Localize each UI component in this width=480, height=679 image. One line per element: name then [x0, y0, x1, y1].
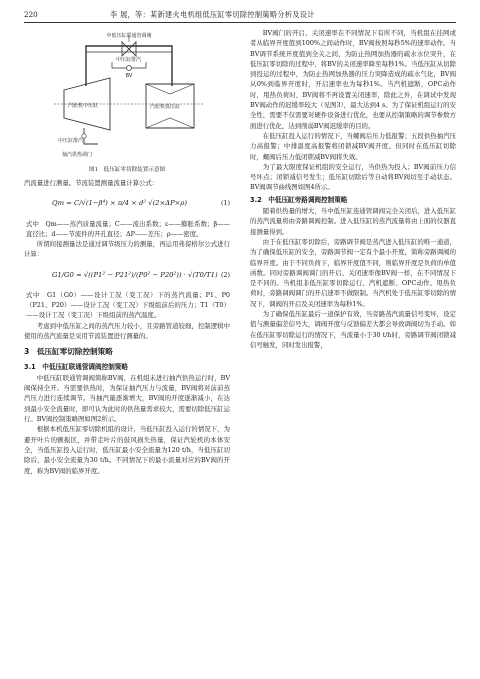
page-number: 220: [24, 10, 38, 19]
label-bv: BV: [125, 73, 133, 79]
label-bypass-valve: 中低压缸联通管调阀: [106, 33, 152, 39]
equation-definitions: 式中 Qm——蒸汽质量流量；C——流出系数；ε——膨胀系数；β——直径比；d——节流件的开孔直径；ΔP——差压；ρ——密度。: [26, 219, 230, 238]
section-heading: 3 低压缸零切除控制策略: [24, 347, 113, 357]
running-title: 李 展，等：某新建火电机组低压缸零切除控制策略分析及设计: [110, 10, 315, 19]
equation-1-number: (1): [220, 199, 230, 208]
label-ip-exhaust: 中压缸排汽: [116, 57, 142, 63]
paragraph: 在低压缸投入运行的情况下，当螺阀后压力低报警；五段供热抽汽压力高报警；中排温度高报警将闭锁减BV阀开度。但同时在低压缸切除时，螺阀后压力低闭锁减BV阀将失效。: [250, 131, 456, 161]
paragraph: 根据本机低压缸零切除机组的设计，当低压缸投入运行的情况下，为避开叶片的颤振区，并带走叶片的鼓风损失热量，保证汽轮机的本体安全，当低压缸投入运行时，低压缸最小安全流量为120 t/h，当低压缸切除后，最小安全流量为30 t/h。不同情况下的最小流量对应的BV阀的开度，称为BV阀的临界开度。: [24, 425, 230, 475]
paragraph: 所谓间接测量法是通过调节级压力的测量，再运用弗留格尔公式进行计算：: [24, 240, 230, 259]
bypass-valve-icon: [127, 66, 132, 71]
equation-1: [24, 189, 230, 219]
paragraph: 随着供热量的增大，当中低压缸连通管调阀完全关闭后，进入低压缸的蒸汽流量将由旁路调阀控制。进入低压缸的蒸汽流量将由上面的仪器直接测量得到。: [250, 207, 456, 236]
paragraph: 为了确保低压缸最后一道保护有效，当旁路蒸汽流量信号变坏，设定值与测量偏差信号大，调阀开度与反馈偏差大都会导致调阀切为手动。如在低压缸零切除运行的情况下，当流量小于30 t/h时，旁路调节阀闭锁减信号触发，同时发出报警，: [250, 310, 456, 349]
right-column: [250, 28, 456, 350]
subsection-heading: 3.1 中低压缸联通管调阀控制策略: [24, 362, 128, 371]
equation-definitions: 式中 G1（G0）——设计工况（变工况）下的蒸汽流量；P1、P0（P21、P20）——设计工况（变工况）下级组前后的压力；T1（T0）——设计工况（变工况）下级组前的蒸汽温度。: [26, 290, 230, 320]
paragraph: 为了最大限度保证机组的安全运行，当供热为投入；BV阀前压力信号坏点；闭锁减信号发生；低压缸切除后等自动将BV阀切至手动状态。BV阀调节曲线图如图4所示。: [250, 162, 456, 192]
label-lp-cylinder: 汽轮机低压缸: [150, 104, 181, 110]
running-header: [24, 8, 456, 23]
subsection-heading: 3.2 中低压缸旁路调阀控制策略: [250, 195, 348, 204]
label-extraction-valve: 抽汽供热调门: [62, 152, 93, 158]
bv-valve-icon: [122, 42, 136, 56]
lp-cylinder-diagram: [54, 28, 204, 163]
equation-2-body: G1/G0 = √((P1² − P21²)/(P0² − P20²)) · √(T0/T1): [52, 270, 218, 279]
paragraph: 由于在低压缸零切除后，旁路调节阀是蒸汽进入低压缸的唯一通道，为了确保低压缸的安全，旁路调节阀一定有个最小开度，简称旁路调阀的临界开度。由于不同负荷下，临界开度值不同，则临界开度是负荷的单值函数。同时旁路调阀调门的开启、关闭速率像BV阀一样，在不同情况下是不同的。当机组非低压缸零切除运行、汽机遮断、OPC动作、甩热负荷时，旁路调阀调门的开启速率不做限制。当汽机处于低压缸零切除的情况下，调阀的开启及关闭速率为每秒1%。: [250, 237, 456, 308]
label-ip-cylinder: 汽轮机中压缸: [68, 103, 99, 109]
figure-caption: 图1 低压缸零切除装置示意图: [88, 167, 166, 173]
paragraph: 考虑到中低压缸之间的蒸汽压力较小，且旁路管道较细，控制逻辑中使用的蒸汽流量是采用节流装置进行测量的。: [24, 321, 230, 340]
equation-2-number: (2): [220, 270, 230, 279]
paragraph: BV阀门的开启、关闭速率在不同情况下有所不同，当机组在挂网或者从临界开度值到100%之间动作时，BV阀按照每秒5%的速率动作。当BV调节系统开度值到全关之间，为防止热网加热器的疏水水位突升，在低压缸零切除的过程中，将BV的关闭速率降至每秒1%。当低压缸从切除到投运的过程中，为防止热网加热器的压力突降造成的疏水气化，BV阀从0%到临界开度时，开启速率也为每秒1%。当汽机遮断，OPC动作时，甩热负荷时，BV阀将不再设置关闭速率，除此之外，在调试中发现BV阀动作的迟缓率较大（见图3），最大达到4 s。为了保证机组运行的安全性，需要不仅需要对硬件设备进行优化，也要从控制策略的调节参数方面进行优化，达到削弱BV阀迟缓率的目的。: [250, 29, 456, 130]
paragraph: 中低压缸联通管调阀简称BV阀，在机组未进行抽汽供热运行时，BV阀保持全开。当需要供热时，为保证抽汽压力与流量，BV阀将对前前蒸汽压力进行连续调节。当抽汽量逐渐增大，BV阀的开度逐渐减小，在达到最小安全流量时，即可认为此时的供热量需求较大，需要切除低压缸运行。BV阀控制策略图如图2所示。: [24, 373, 230, 424]
label-heat-extraction: 中压缸排汽: [58, 138, 84, 144]
paragraph: 汽流量进行测量。节流装置测量流量计算公式：: [24, 179, 159, 188]
equation-2: [24, 260, 230, 290]
figure-1: [24, 28, 230, 163]
equation-1-body: Qm = C/√(1−β⁴) × π/4 × d² √(2×ΔP×ρ): [52, 199, 188, 208]
left-column: [24, 28, 230, 476]
